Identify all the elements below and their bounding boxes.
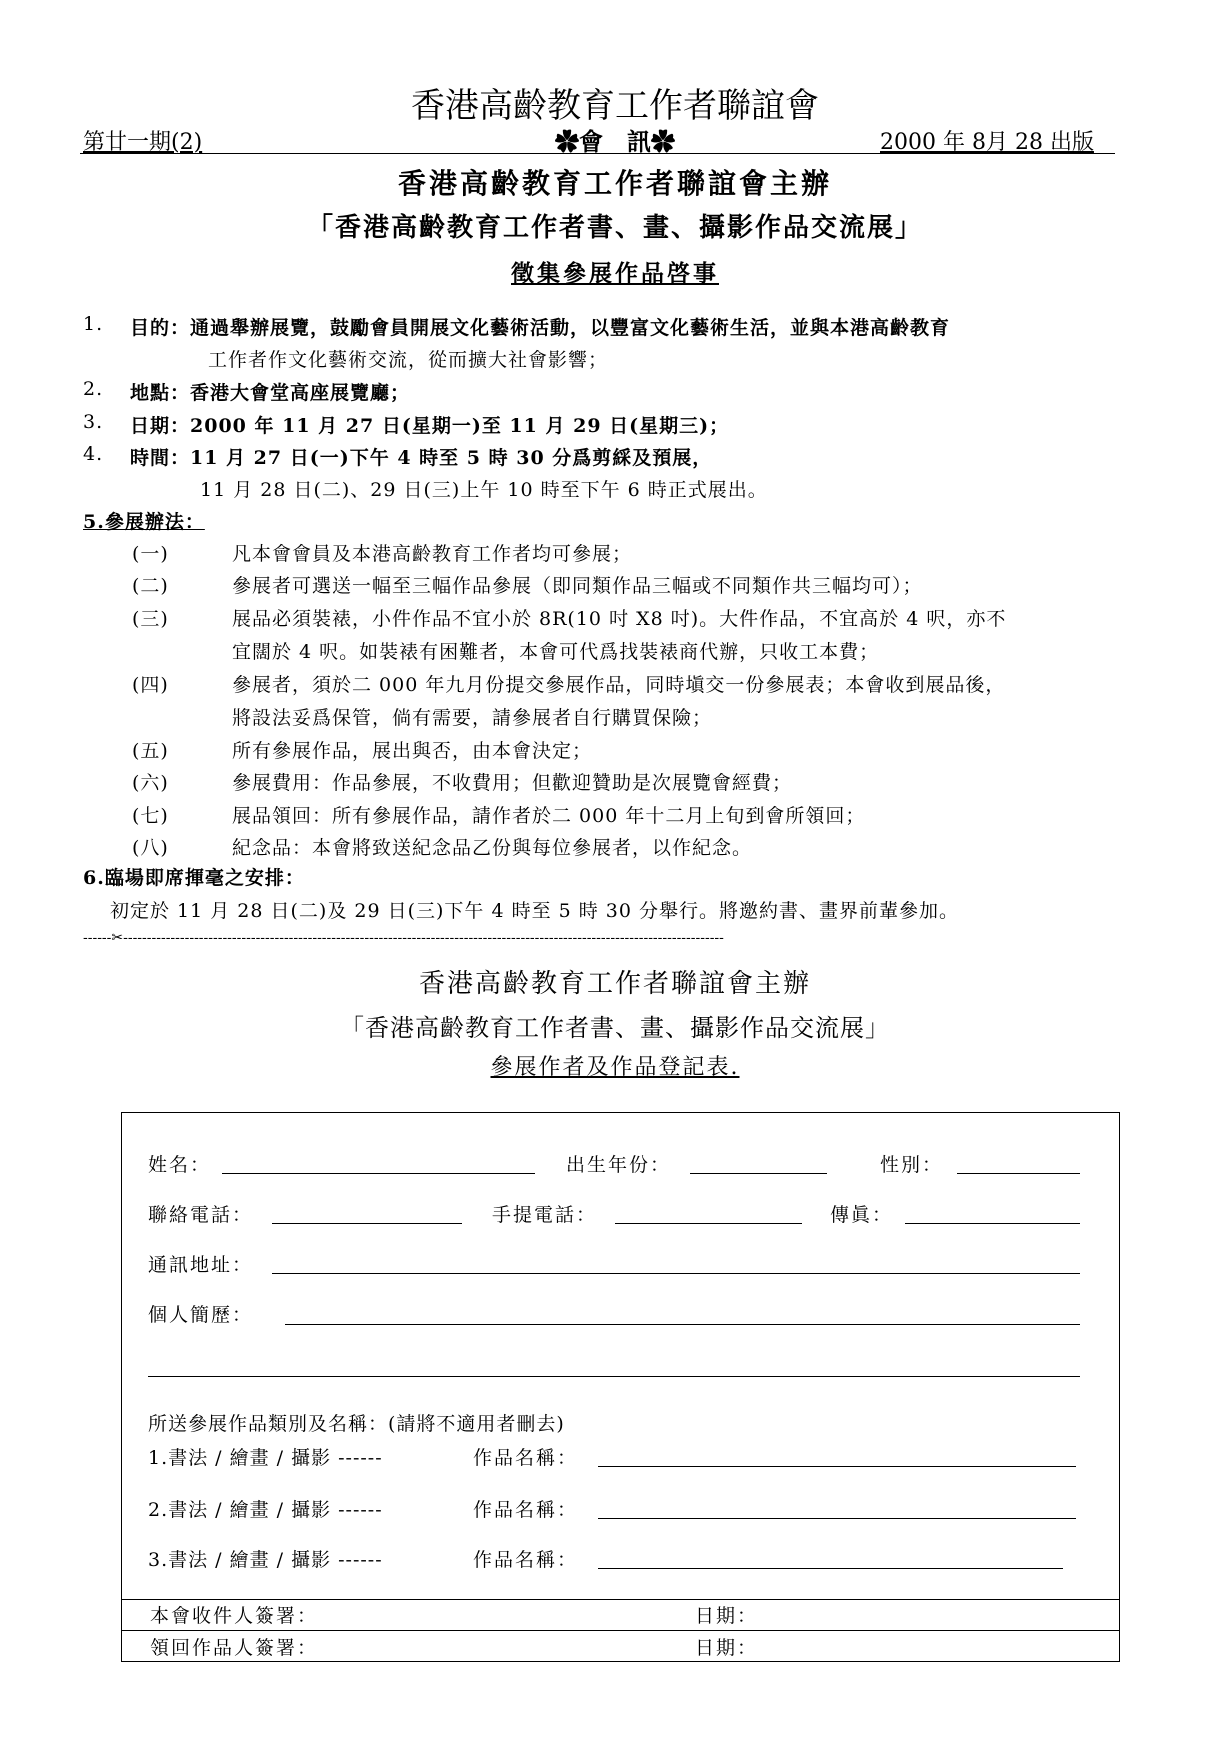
notice-subtitle: 徵集參展作品啓事 — [511, 260, 719, 287]
rule-text: 凡本會會員及本港高齡教育工作者均可參展； — [232, 543, 633, 565]
rule-number: (七) — [132, 805, 169, 827]
notice-item-text: 地點：香港大會堂高座展覽廳； — [130, 382, 411, 404]
works-heading: 所送參展作品類別及名稱：(請將不適用者刪去) — [148, 1413, 565, 1435]
signature-divider-mid — [121, 1630, 1120, 1631]
fax-label: 傳眞： — [830, 1204, 894, 1226]
work-name-field[interactable] — [598, 1518, 1076, 1519]
rule-text: 展品必須裝裱，小件作品不宜小於 8R(10 吋 X8 吋)。大件作品，不宜高於 4 呎，亦不 — [232, 608, 1007, 630]
work-name-label: 作品名稱： — [473, 1499, 579, 1521]
notice-item-text: 目的：通過舉辦展覽，鼓勵會員開展文化藝術活動，以豐富文化藝術生活，並與本港高齡教育 — [130, 317, 951, 339]
form-exhibition-title: 「香港高齡教育工作者書、畫、攝影作品交流展」 — [340, 1014, 890, 1042]
work-name-label: 作品名稱： — [473, 1447, 579, 1469]
resume-field-line-2[interactable] — [148, 1376, 1080, 1377]
notice-item-text: 時間：11 月 27 日(一)下午 4 時至 5 時 30 分爲剪綵及預展， — [130, 447, 713, 469]
rule-number: (二) — [132, 575, 169, 597]
org-title: 香港高齡教育工作者聯誼會 — [411, 86, 819, 126]
rule-text: 參展者可選送一幅至三幅作品參展（即同類作品三幅或不同類作共三幅均可）； — [232, 575, 923, 597]
birth-year-field[interactable] — [690, 1173, 827, 1174]
phone-label: 聯絡電話： — [148, 1204, 254, 1226]
rule-text: 所有參展作品，展出與否，由本會決定； — [232, 740, 593, 762]
rule-text: 宜闊於 4 呎。如裝裱有困難者，本會可代爲找裝裱商代辦，只收工本費； — [232, 641, 880, 663]
notice-item-number: 4. — [83, 443, 104, 465]
address-label: 通訊地址： — [148, 1254, 254, 1276]
address-field[interactable] — [272, 1273, 1080, 1274]
section-title: ✿會 訊✿ — [555, 127, 675, 156]
rule-text: 展品領回：所有參展作品，請作者於二 000 年十二月上旬到會所領回； — [232, 805, 866, 827]
cut-line: ------✂------------------------------------------------------------------------------------------------------------------------------- — [83, 930, 724, 946]
issue-number: 第廿一期(2) — [83, 130, 203, 155]
name-field[interactable] — [222, 1173, 535, 1174]
notice-item-number: 1. — [83, 313, 104, 335]
receiver-date-label: 日期： — [695, 1605, 759, 1627]
birth-year-label: 出生年份： — [566, 1154, 672, 1176]
publish-date: 2000 年 8月 28 出版 — [880, 130, 1094, 155]
notice-item-text: 11 月 28 日(二)、29 日(三)上午 10 時至下午 6 時正式展出。 — [200, 479, 768, 501]
rule-text: 參展者，須於二 000 年九月份提交參展作品，同時塡交一份參展表；本會收到展品後， — [232, 674, 1006, 696]
work-category-options[interactable]: 1.書法 / 繪畫 / 攝影 ------ — [148, 1447, 383, 1469]
notice-host: 香港高齡教育工作者聯誼會主辦 — [397, 167, 832, 200]
work-name-field[interactable] — [598, 1568, 1063, 1569]
rule-number: (一) — [132, 543, 169, 565]
rule-number: (五) — [132, 740, 169, 762]
gender-label: 性別： — [880, 1154, 944, 1176]
notice-item-number: 2. — [83, 378, 104, 400]
collector-signature-label: 領回作品人簽署： — [150, 1637, 319, 1659]
rule-number: (八) — [132, 837, 169, 859]
rule-number: (六) — [132, 772, 169, 794]
name-label: 姓名： — [148, 1154, 212, 1176]
mobile-label: 手提電話： — [492, 1204, 598, 1226]
rule-number: (三) — [132, 608, 169, 630]
rule-text: 參展費用：作品參展，不收費用；但歡迎贊助是次展覽會經費； — [232, 772, 793, 794]
registration-form — [121, 1112, 1120, 1662]
header-rule — [80, 153, 1115, 154]
notice-item-text: 日期：2000 年 11 月 27 日(星期一)至 11 月 29 日(星期三)； — [130, 415, 730, 437]
resume-field-line-1[interactable] — [285, 1324, 1080, 1325]
collector-date-label: 日期： — [695, 1637, 759, 1659]
section5-title: 5.參展辦法： — [83, 511, 205, 533]
rule-text: 將設法妥爲保管，倘有需要，請參展者自行購買保險； — [232, 707, 713, 729]
rule-text: 紀念品：本會將致送紀念品乙份與每位參展者，以作紀念。 — [232, 837, 753, 859]
section6-title: 6.臨場即席揮毫之安排： — [83, 867, 305, 889]
rule-number: (四) — [132, 674, 169, 696]
notice-item-text: 工作者作文化藝術交流，從而擴大社會影響； — [208, 349, 609, 371]
section6-text: 初定於 11 月 28 日(二)及 29 日(三)下午 4 時至 5 時 30 分舉行。將邀約書、畫界前輩參加。 — [110, 900, 960, 922]
notice-exhibition-title: 「香港高齡教育工作者書、畫、攝影作品交流展」 — [306, 213, 923, 243]
receiver-signature-label: 本會收件人簽署： — [150, 1605, 319, 1627]
work-name-label: 作品名稱： — [473, 1549, 579, 1571]
resume-label: 個人簡歷： — [148, 1304, 254, 1326]
notice-item-number: 3. — [83, 411, 104, 433]
phone-field[interactable] — [272, 1223, 462, 1224]
form-host: 香港高齡教育工作者聯誼會主辦 — [418, 969, 811, 999]
work-name-field[interactable] — [598, 1466, 1076, 1467]
form-title: 參展作者及作品登記表. — [490, 1055, 740, 1080]
gender-field[interactable] — [957, 1173, 1080, 1174]
fax-field[interactable] — [905, 1223, 1080, 1224]
mobile-field[interactable] — [615, 1223, 802, 1224]
work-category-options[interactable]: 2.書法 / 繪畫 / 攝影 ------ — [148, 1499, 383, 1521]
work-category-options[interactable]: 3.書法 / 繪畫 / 攝影 ------ — [148, 1549, 383, 1571]
signature-divider-top — [121, 1599, 1120, 1600]
